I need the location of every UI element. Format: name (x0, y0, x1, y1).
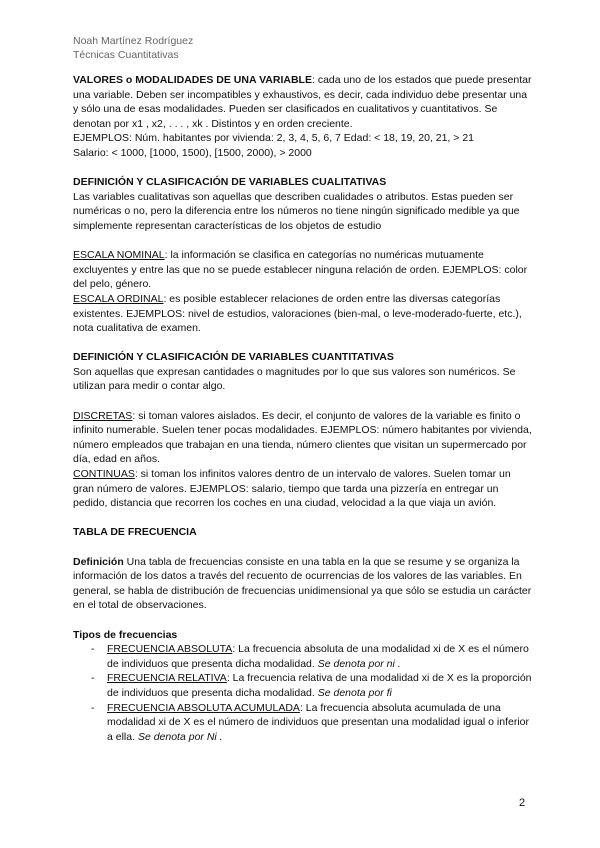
valores-text: : cada uno de los estados que puede presentar una variable. Deben ser incompatibles y exhaustivos, es decir, cada individuo debe presentar una y sólo una de esas modalidades. Pueden ser clasificados en cualitativos y cuantitativos. Se denotan por x1 , x2, . . . , xk . Distintos y en orden creciente. (73, 74, 532, 130)
page-number: 2 (519, 797, 526, 809)
discretas-label: DISCRETAS (73, 409, 133, 422)
list-dash: - (91, 701, 95, 714)
valores-heading: VALORES o MODALIDADES DE UNA VARIABLE (73, 74, 312, 86)
discretas-text: : si toman valores aislados. Es decir, el conjunto de valores de la variable es finito o infinito numerable. Suelen tener pocas modalidades. EJEMPLOS: número habitantes por vivienda, número empleados que trabajan en una tienda, número clientes que visitan un supermercado por día, edad en años. (73, 409, 532, 466)
frecuencia-absoluta-label: FRECUENCIA ABSOLUTA (107, 643, 233, 656)
frecuencia-relativa-label: FRECUENCIA RELATIVA (107, 672, 227, 685)
cuantitativas-text: Son aquellas que expresan cantidades o magnitudes por lo que sus valores son numéricos. Se utilizan para medir o contar algo. (73, 365, 516, 393)
valores-examples-1: EJEMPLOS: Núm. habitantes por vivienda: 2, 3, 4, 5, 6, 7 Edad: < 18, 19, 20, 21, > 21 (73, 132, 474, 145)
tabla-heading: TABLA DE FRECUENCIA (73, 526, 197, 539)
course-name: Técnicas Cuantitativas (73, 49, 179, 61)
discretas-paragraph (73, 409, 533, 467)
frecuencia-absoluta-note: Se denota por ni . (317, 657, 401, 670)
ordinal-text: : es posible establecer relaciones de orden entre las diversas categorías existentes. EJEMPLOS: nivel de estudios, valoraciones (bien-mal, o leve-moderado-fuerte, etc.), nota cualitativa de examen. (73, 292, 522, 335)
frecuencia-relativa-text: : La frecuencia relativa de una modalidad xi de X es la proporción de individuos que presenta dicha modalidad. (107, 672, 532, 699)
nominal-label: ESCALA NOMINAL (73, 249, 165, 262)
continuas-label: CONTINUAS (73, 468, 135, 481)
frecuencia-absoluta-acumulada-text: : La frecuencia absoluta acumulada de una modalidad xi de X es el número de individuos que presentan una modalidad igual o inferior a ella. (107, 701, 530, 743)
continuas-paragraph (73, 467, 533, 511)
frecuencias-list (73, 642, 533, 744)
valores-paragraph (73, 73, 533, 131)
ordinal-label: ESCALA ORDINAL (73, 292, 164, 305)
frecuencia-relativa-note: Se denota por fi (317, 686, 392, 699)
tipos-heading: Tipos de frecuencias (73, 628, 178, 641)
list-item (73, 671, 533, 700)
list-item (73, 642, 533, 671)
definicion-label: Definición (73, 555, 124, 568)
cualitativas-heading: DEFINICIÓN Y CLASIFICACIÓN DE VARIABLES CUALITATIVAS (73, 176, 387, 189)
list-item (73, 701, 533, 745)
nominal-text: : la información se clasifica en categorías no numéricas mutuamente excluyentes y entre las que no se puede establecer ninguna relación de orden. EJEMPLOS: color del pelo, género. (73, 249, 528, 291)
list-dash: - (91, 643, 95, 656)
list-dash: - (91, 672, 95, 685)
continuas-text: : si toman los infinitos valores dentro de un intervalo de valores. Suelen tomar un gran número de valores. EJEMPLOS: salario, tiempo que tarda una pizzería en entregar un pedido, distancia que recorren los coches en una ciudad, velocidad a la que viaja un avión. (73, 468, 511, 510)
frecuencia-absoluta-text: : La frecuencia absoluta de una modalidad xi de X es el número de individuos que presenta dicha modalidad. (107, 643, 529, 670)
frecuencia-absoluta-acumulada-label: FRECUENCIA ABSOLUTA ACUMULADA (107, 701, 300, 714)
definicion-paragraph (73, 555, 533, 613)
definicion-text: Una tabla de frecuencias consiste en una tabla en la que se resume y se organiza la información de los datos a través del recuento de ocurrencias de los valores de las variables. En general, se habla de distribución de frecuencias unidimensional ya que sólo se estudia un carácter en el total de observaciones. (73, 555, 532, 612)
ordinal-paragraph (73, 292, 533, 336)
author-name: Noah Martínez Rodríguez (73, 35, 194, 47)
valores-examples-2: Salario: < 1000, [1000, 1500), [1500, 2000), > 2000 (73, 146, 312, 159)
frecuencia-absoluta-acumulada-note: Se denota por Ni . (137, 730, 223, 743)
cuantitativas-heading: DEFINICIÓN Y CLASIFICACIÓN DE VARIABLES CUANTITATIVAS (73, 351, 394, 364)
page-content (73, 73, 533, 744)
cualitativas-text: Las variables cualitativas son aquellas que describen cualidades o atributos. Estas pueden ser numéricas o no, pero la diferencia entre los números no tiene ningún significado medible ya que simplemente representan características de los objetos de estudio (73, 190, 520, 232)
nominal-paragraph (73, 248, 533, 292)
page-header (73, 34, 193, 62)
